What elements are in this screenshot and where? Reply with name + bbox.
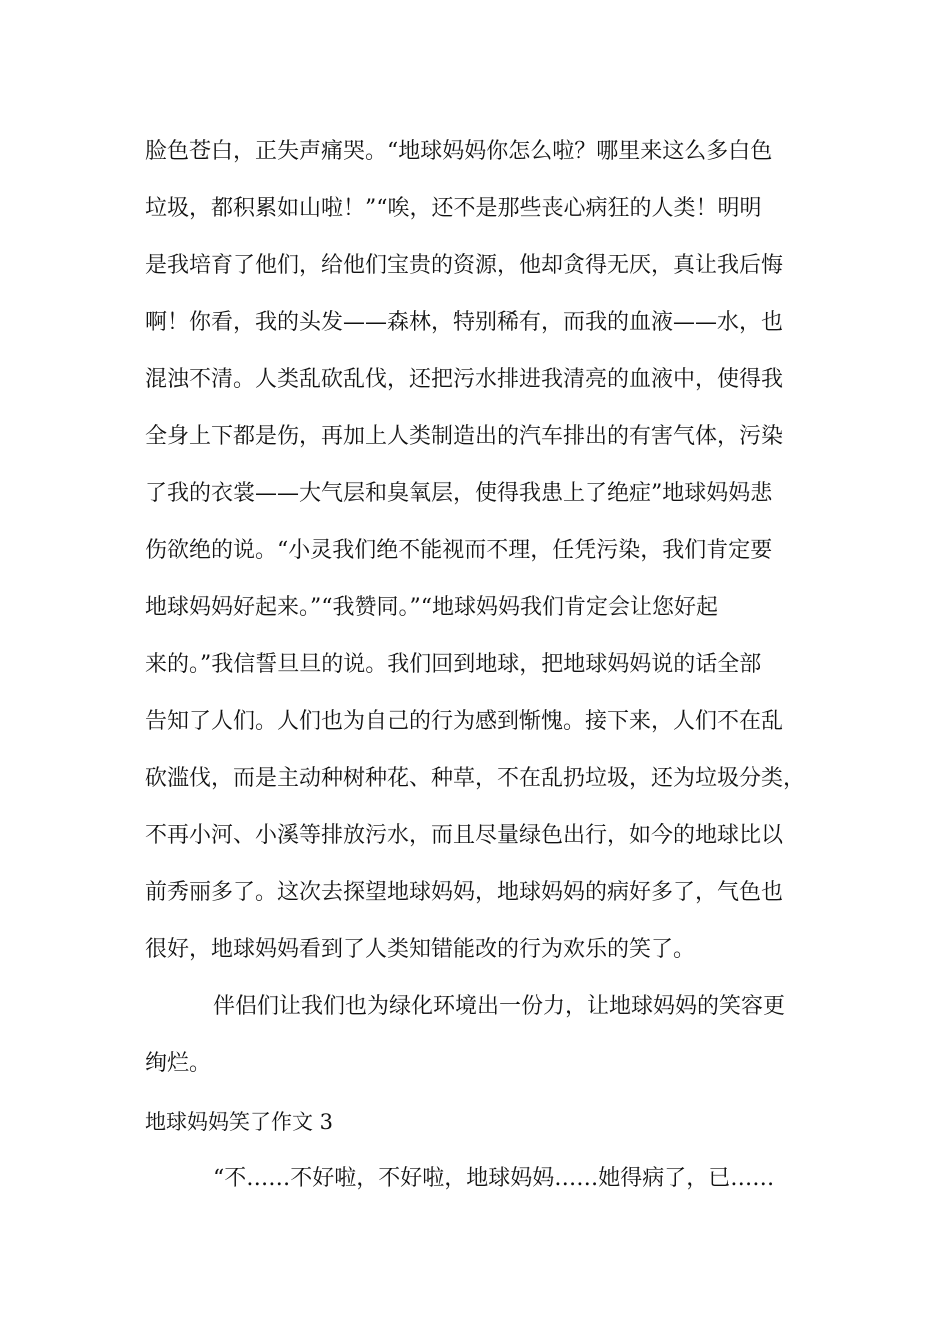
text-line: 了我的衣裳——大气层和臭氧层，使得我患上了绝症”地球妈妈悲 xyxy=(145,481,773,506)
text-line: 垃圾，都积累如山啦！”“唉，还不是那些丧心病狂的人类！明明 xyxy=(145,196,762,221)
text-line: 啊！你看，我的头发——森林，特别稀有，而我的血液——水，也 xyxy=(145,310,784,335)
essay-heading: 地球妈妈笑了作文 3 xyxy=(145,1110,334,1134)
text-line: 来的。”我信誓旦旦的说。我们回到地球，把地球妈妈说的话全部 xyxy=(145,652,762,677)
paragraph-first-line: “不……不好啦，不好啦，地球妈妈……她得病了，已…… xyxy=(213,1166,775,1191)
text-line: 前秀丽多了。这次去探望地球妈妈，地球妈妈的病好多了，气色也 xyxy=(145,880,784,905)
paragraph-first-line: 伴侣们让我们也为绿化环境出一份力，让地球妈妈的笑容更 xyxy=(213,994,786,1019)
text-line: 地球妈妈好起来。”“我赞同。”“地球妈妈我们肯定会让您好起 xyxy=(145,595,718,620)
text-line: 告知了人们。人们也为自己的行为感到惭愧。接下来，人们不在乱 xyxy=(145,709,784,734)
text-line: 混浊不清。人类乱砍乱伐，还把污水排进我清亮的血液中，使得我 xyxy=(145,367,784,392)
text-line: 脸色苍白，正失声痛哭。“地球妈妈你怎么啦？哪里来这么多白色 xyxy=(145,139,773,164)
text-line: 全身上下都是伤，再加上人类制造出的汽车排出的有害气体，污染 xyxy=(145,424,784,449)
text-line: 很好，地球妈妈看到了人类知错能改的行为欢乐的笑了。 xyxy=(145,937,696,962)
text-line: 不再小河、小溪等排放污水，而且尽量绿色出行，如今的地球比以 xyxy=(145,823,784,848)
text-line: 砍滥伐，而是主动种树种花、种草，不在乱扔垃圾，还为垃圾分类， xyxy=(145,766,806,791)
text-line: 伤欲绝的说。“小灵我们绝不能视而不理，任凭污染，我们肯定要 xyxy=(145,538,773,563)
text-line: 是我培育了他们，给他们宝贵的资源，他却贪得无厌，真让我后悔 xyxy=(145,253,784,278)
text-line: 绚烂。 xyxy=(145,1051,212,1076)
